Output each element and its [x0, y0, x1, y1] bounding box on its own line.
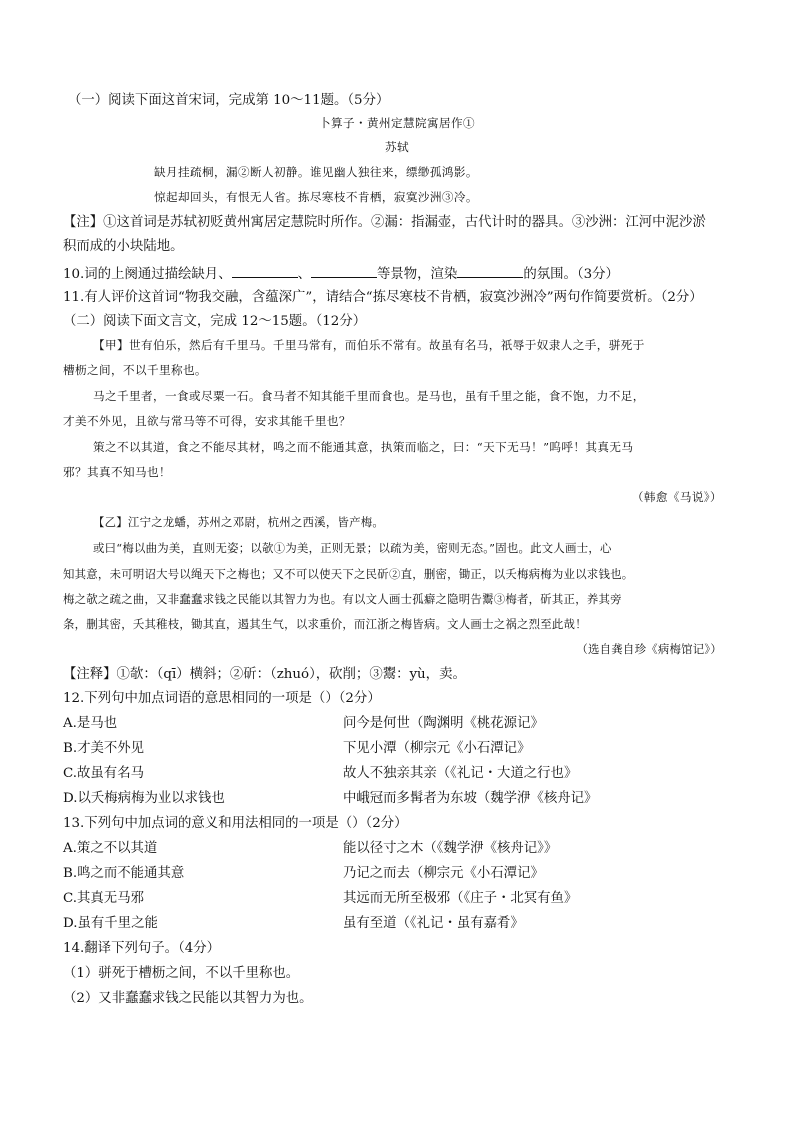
- passage-yi-p2-line-1: 或曰“梅以曲为美，直则无姿；以欹①为美，正则无景；以疏为美，密则无态。”固也。此文人画士，心: [93, 541, 612, 555]
- q14-sentence-1: （1）骈死于槽枥之间，不以千里称也。: [63, 966, 300, 981]
- q12-option-d[interactable]: D.以夭梅病梅为业以求钱也: [63, 791, 225, 806]
- passage-yi-source: （选自龚自珍《病梅馆记》）: [576, 642, 722, 656]
- poem-note-line-1: 【注】①这首词是苏轼初贬黄州寓居定慧院时所作。②漏：指漏壶，古代计时的器具。③沙洲：江河中泥沙淤: [63, 215, 706, 230]
- q13-option-d[interactable]: D.虽有千里之能: [63, 916, 158, 931]
- q13-option-c[interactable]: C.其真无马邪: [63, 891, 144, 906]
- q10-blank-3[interactable]: [457, 266, 523, 278]
- q12-option-b-compare: 下见小潭（柳宗元《小石潭记》: [343, 741, 531, 756]
- passage-jia-p2-line-2: 才美不外见，且欲与常马等不可得，安求其能千里也？: [63, 414, 351, 428]
- poem-line-1: 缺月挂疏桐，漏②断人初静。谁见幽人独往来，缥缈孤鸿影。: [154, 165, 478, 179]
- q10-text-b: 、: [297, 267, 311, 282]
- section-heading-2: （二）阅读下面文言文，完成 12～15题。（12分）: [63, 314, 367, 329]
- question-14-stem: 14.翻译下列句子。（4分）: [63, 941, 221, 956]
- q12-option-c-compare: 故人不独亲其亲（《礼记・大道之行也》: [343, 766, 578, 781]
- q12-option-d-compare: 中峨冠而多髯者为东坡（魏学洢《核舟记》: [343, 791, 598, 806]
- q10-text-a: 10.词的上阕通过描绘缺月、: [63, 267, 232, 282]
- q13-option-a[interactable]: A.策之不以其道: [63, 841, 158, 856]
- q10-text-c: 等景物，渲染: [376, 267, 458, 282]
- passage-yi-p1: 【乙】江宁之龙蟠，苏州之邓尉，杭州之西溪，皆产梅。: [93, 515, 385, 529]
- question-11: 11.有人评价这首词“物我交融，含蕴深广”，请结合“拣尽寒枝不肯栖，寂寞沙洲冷”两句作简要赏析。（2分）: [63, 290, 703, 305]
- q12-option-a[interactable]: A.是马也: [63, 716, 118, 731]
- q13-option-d-compare: 虽有至道（《礼记・虽有嘉肴》: [343, 916, 524, 931]
- q12-option-c[interactable]: C.故虽有名马: [63, 766, 144, 781]
- passage-jia-p1-line-2: 槽枥之间，不以千里称也。: [63, 363, 207, 377]
- q13-option-b[interactable]: B.鸣之而不能通其意: [63, 866, 185, 881]
- section-heading-1: （一）阅读下面这首宋词，完成第 10～11题。（5分）: [68, 93, 390, 108]
- q10-blank-2[interactable]: [311, 266, 377, 278]
- passage-notes: 【注释】①欹：（qī）横斜；②斫：（zhuó），砍削；③鬻：yù，卖。: [63, 667, 466, 682]
- q10-blank-1[interactable]: [232, 266, 298, 278]
- poem-note-line-2: 积而成的小块陆地。: [63, 239, 184, 254]
- passage-jia-source: （韩愈《马说》）: [631, 490, 722, 504]
- question-13-stem: 13.下列句中加点词的意义和用法相同的一项是（）（2分）: [63, 816, 408, 831]
- passage-jia-p1-line-1: 【甲】世有伯乐，然后有千里马。千里马常有，而伯乐不常有。故虽有名马，祇辱于奴隶人之手，骈死于: [93, 338, 645, 352]
- passage-yi-p2-line-2: 知其意，未可明诏大号以绳天下之梅也；又不可以使天下之民斫②直，删密，锄正，以夭梅病梅为业以求钱也。: [63, 567, 634, 581]
- question-12-stem: 12.下列句中加点词语的意思相同的一项是（）（2分）: [63, 691, 381, 706]
- passage-jia-p2-line-1: 马之千里者，一食或尽粟一石。食马者不知其能千里而食也。是马也，虽有千里之能，食不饱，力不足，: [93, 389, 645, 403]
- q14-sentence-2: （2）又非蠢蠢求钱之民能以其智力为也。: [63, 991, 313, 1006]
- q12-option-a-compare: 问今是何世（陶渊明《桃花源记》: [343, 716, 544, 731]
- q12-option-b[interactable]: B.才美不外见: [63, 741, 145, 756]
- q13-option-b-compare: 乃记之而去（柳宗元《小石潭记》: [343, 866, 544, 881]
- q13-option-a-compare: 能以径寸之木（《魏学洢《核舟记》》: [343, 841, 558, 856]
- question-10: [63, 266, 619, 281]
- poem-line-2: 惊起却回头，有恨无人省。拣尽寒枝不肯栖，寂寞沙洲③冷。: [154, 190, 478, 204]
- passage-jia-p3-line-1: 策之不以其道，食之不能尽其材，鸣之而不能通其意，执策而临之，曰：“天下无马！”呜呼！其真无马: [93, 440, 634, 454]
- passage-jia-p3-line-2: 邪？其真不知马也！: [63, 465, 171, 479]
- poem-title: 卜算子・黄州定慧院寓居作①: [319, 116, 475, 130]
- poem-author: 苏轼: [385, 140, 409, 154]
- q13-option-c-compare: 其远而无所至极邪（《庄子・北冥有鱼》: [343, 891, 578, 906]
- passage-yi-p2-line-4: 条，删其密，夭其稚枝，锄其直，遏其生气，以求重价，而江浙之梅皆病。文人画士之祸之烈至此哉！: [63, 617, 587, 631]
- passage-yi-p2-line-3: 梅之欹之疏之曲，又非蠢蠢求钱之民能以其智力为也。有以文人画士孤癖之隐明告鬻③梅者，斫其正，养其旁: [63, 592, 622, 606]
- q10-text-d: 的氛围。（3分）: [523, 267, 619, 282]
